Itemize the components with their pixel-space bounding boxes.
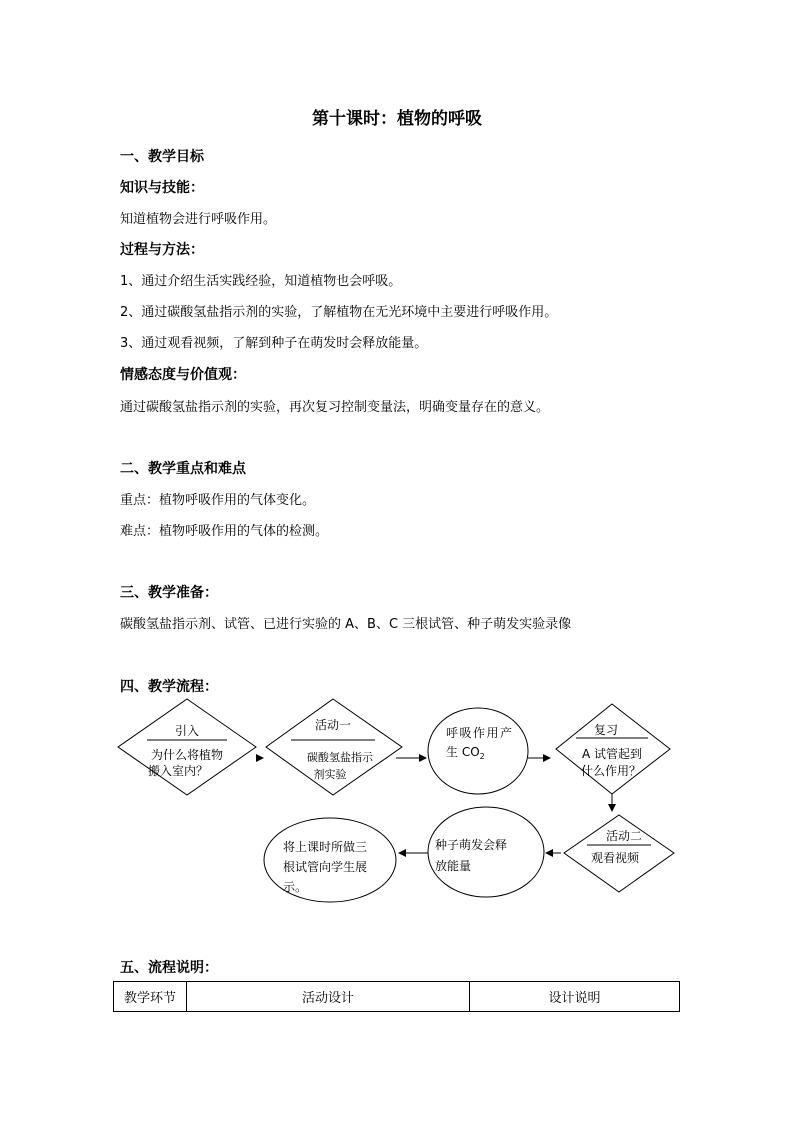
respiration-line-1: 呼吸作用产 [446,726,514,740]
show-tubes-line-2: 根试管向学生展 [283,860,368,874]
section-1-heading: 一、教学目标 [120,149,204,165]
flow-description-table [113,981,680,1012]
intro-question-2: 搬入室内？ [147,764,209,778]
review-question-2: 什么作用？ [580,764,642,778]
review-label: 复习 [593,723,619,737]
difficult-point: 难点：植物呼吸作用的气体的检测。 [120,524,329,539]
activity-two-desc: 观看视频 [590,851,640,865]
process-heading: 过程与方法： [120,242,204,258]
activity-one-desc-1: 碳酸氢盐指示 [307,751,373,764]
table-header-cell: 活动设计 [187,982,470,1012]
key-point: 重点：植物呼吸作用的气体变化。 [120,493,316,508]
emotion-heading: 情感态度与价值观： [120,367,246,383]
page-title: 第十课时：植物的呼吸 [312,109,482,129]
intro-question-1: 为什么将植物 [150,748,224,762]
knowledge-heading: 知识与技能： [120,180,204,196]
respiration-co2-text: 生 CO [446,745,480,759]
table-header-row [114,982,680,1012]
activity-one-desc-2: 剂实验 [313,768,347,781]
table-header-cell: 教学环节 [114,982,187,1012]
table-header-cell: 设计说明 [470,982,680,1012]
section-3-heading: 三、教学准备： [120,585,218,601]
seed-energy-line-2: 放能量 [435,859,472,873]
section-2-heading: 二、教学重点和难点 [120,461,246,477]
seed-energy-circle [428,807,544,897]
preparation-text: 碳酸氢盐指示剂、试管、已进行实验的 A、B、C 三根试管、种子萌发实验录像 [120,617,572,632]
process-item: 2、通过碳酸氢盐指示剂的实验，了解植物在无光环境中主要进行呼吸作用。 [120,305,558,320]
section-5-heading: 五、流程说明： [120,960,218,976]
activity-one-label: 活动一 [314,718,352,732]
review-question-1: A 试管起到 [581,747,643,761]
process-item: 3、通过观看视频，了解到种子在萌发时会释放能量。 [120,336,428,351]
process-item: 1、通过介绍生活实践经验，知道植物也会呼吸。 [120,274,402,289]
show-tubes-line-3: 示。 [283,880,308,894]
show-tubes-line-1: 将上课时所做三 [283,840,368,854]
section-4-heading: 四、教学流程： [120,679,218,695]
intro-diamond [118,699,256,795]
knowledge-text: 知道植物会进行呼吸作用。 [120,212,277,227]
intro-label: 引入 [174,724,200,738]
activity-two-label: 活动二 [605,829,643,843]
emotion-text: 通过碳酸氢盐指示剂的实验，再次复习控制变量法，明确变量存在的意义。 [120,400,550,415]
respiration-co2-subscript: 2 [479,752,485,761]
seed-energy-line-1: 种子萌发会释 [435,838,508,852]
respiration-line-2 [446,744,485,761]
